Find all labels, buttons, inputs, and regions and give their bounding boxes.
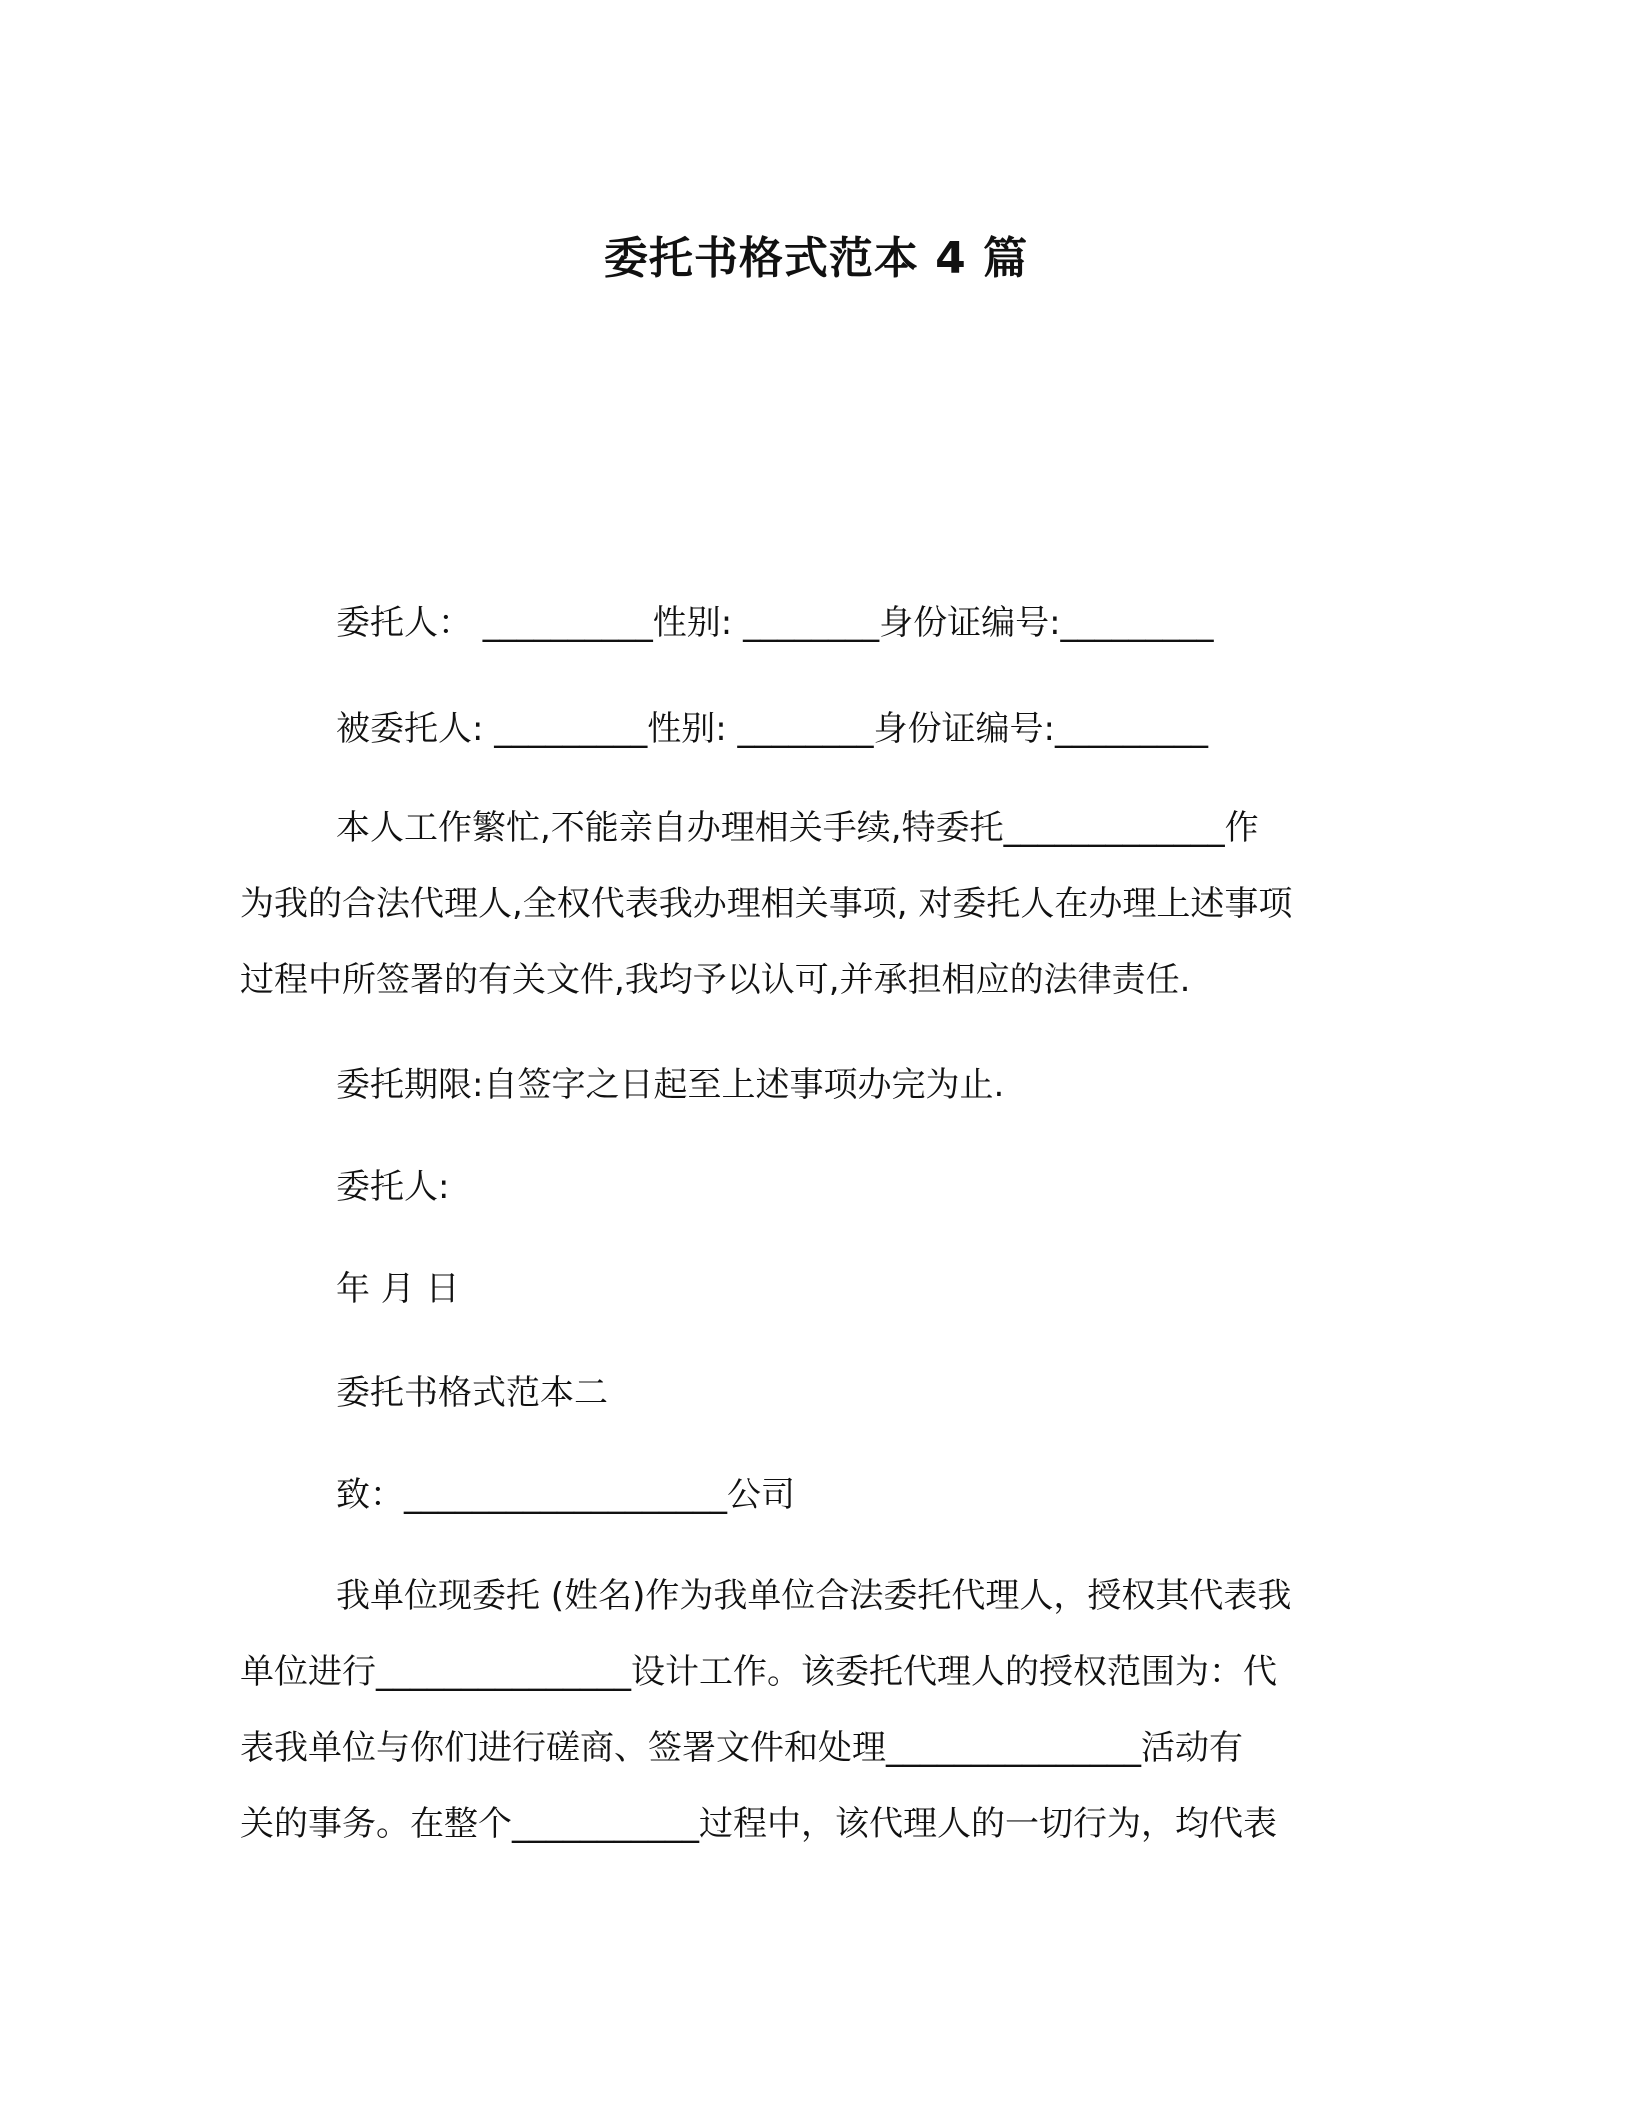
delegation-paragraph-line: 表我单位与你们进行磋商、签署文件和处理_______________活动有 bbox=[240, 1728, 1243, 1768]
authorization-paragraph-line: 本人工作繁忙,不能亲自办理相关手续,特委托_____________作 bbox=[336, 808, 1259, 848]
document-title: 委托书格式范本 4 篇 bbox=[603, 233, 1029, 284]
sample-two-heading: 委托书格式范本二 bbox=[336, 1373, 608, 1413]
authorization-paragraph-line: 过程中所签署的有关文件,我均予以认可,并承担相应的法律责任. bbox=[240, 960, 1191, 1000]
agent-info-line: 被委托人: _________性别: ________身份证编号:_________ bbox=[336, 709, 1208, 749]
date-line: 年 月 日 bbox=[336, 1269, 460, 1309]
signer-line: 委托人: bbox=[336, 1167, 450, 1207]
authorization-paragraph bbox=[240, 790, 1390, 1018]
authorization-paragraph-line: 为我的合法代理人,全权代表我办理相关事项, 对委托人在办理上述事项 bbox=[240, 884, 1293, 924]
delegation-paragraph-line: 我单位现委托 (姓名)作为我单位合法委托代理人，授权其代表我 bbox=[336, 1576, 1292, 1616]
delegation-paragraph bbox=[240, 1558, 1390, 1862]
principal-info-line: 委托人： __________性别: ________身份证编号:_________ bbox=[336, 603, 1214, 643]
delegation-paragraph-line: 关的事务。在整个___________过程中，该代理人的一切行为，均代表 bbox=[240, 1804, 1277, 1844]
term-line: 委托期限:自签字之日起至上述事项办完为止. bbox=[336, 1065, 1005, 1105]
delegation-paragraph-line: 单位进行_______________设计工作。该委托代理人的授权范围为：代 bbox=[240, 1652, 1277, 1692]
addressee-line: 致：___________________公司 bbox=[336, 1475, 795, 1515]
